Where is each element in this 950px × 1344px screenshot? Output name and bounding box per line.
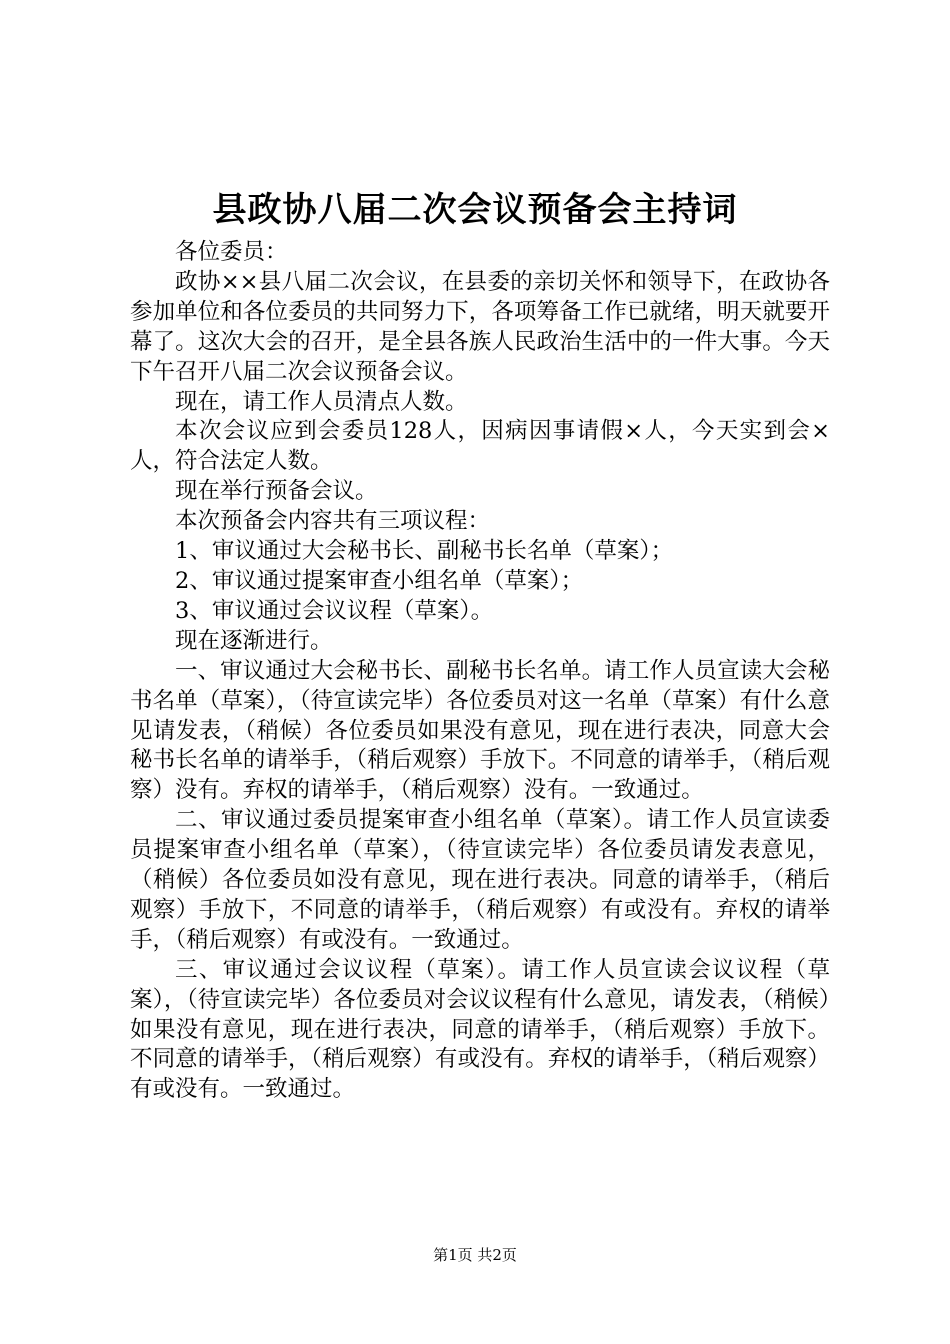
paragraph-salutation: 各位委员：: [175, 239, 288, 265]
page-number-footer: 第1页 共2页: [433, 1246, 517, 1264]
agenda-item-2: 2、审议通过提案审查小组名单（草案）；: [175, 567, 584, 594]
paragraph-begin-meeting: 现在举行预备会议。: [175, 478, 378, 505]
paragraph-opening: 政协××县八届二次会议，在县委的亲切关怀和领导下，在政协各参加单位和各位委员的共同努力下，各项筹备工作已就绪，明天就要开幕了。这次大会的召开，是全县各族人民政治生活中的一件大事。今天下午召开八届二次会议预备会议。: [130, 268, 830, 385]
agenda-item-1: 1、审议通过大会秘书长、副秘书长名单（草案）；: [175, 538, 674, 565]
document-body: [130, 238, 830, 1105]
paragraph-section-three: 三、审议通过会议议程（草案）。请工作人员宣读会议议程（草案），（待宣读完毕）各位委员对会议议程有什么意见，请发表，（稍候）如果没有意见，现在进行表决，同意的请举手，（稍后观察）手放下。不同意的请举手，（稍后观察）有或没有。弃权的请举手，（稍后观察）有或没有。一致通过。: [130, 956, 830, 1103]
paragraph-section-one: 一、审议通过大会秘书长、副秘书长名单。请工作人员宣读大会秘书名单（草案），（待宣读完毕）各位委员对这一名单（草案）有什么意见请发表，（稍候）各位委员如果没有意见，现在进行表决，同意大会秘书长名单的请举手，（稍后观察）手放下。不同意的请举手，（稍后观察）没有。弃权的请举手，（稍后观察）没有。一致通过。: [130, 657, 830, 804]
paragraph-section-two: 二、审议通过委员提案审查小组名单（草案）。请工作人员宣读委员提案审查小组名单（草案），（待宣读完毕）各位委员请发表意见，（稍候）各位委员如没有意见，现在进行表决。同意的请举手，（稍后观察）手放下，不同意的请举手，（稍后观察）有或没有。弃权的请举手，（稍后观察）有或没有。一致通过。: [130, 807, 830, 953]
agenda-item-3: 3、审议通过会议议程（草案）。: [175, 597, 494, 624]
paragraph-proceed: 现在逐渐进行。: [175, 627, 333, 654]
paragraph-attendance: 本次会议应到会委员128人，因病因事请假×人，今天实到会×人，符合法定人数。: [130, 418, 830, 475]
document-title: 县政协八届二次会议预备会主持词: [212, 190, 738, 230]
paragraph-agenda-intro: 本次预备会内容共有三项议程：: [175, 508, 491, 535]
paragraph-roll-call: 现在，请工作人员清点人数。: [175, 388, 468, 415]
